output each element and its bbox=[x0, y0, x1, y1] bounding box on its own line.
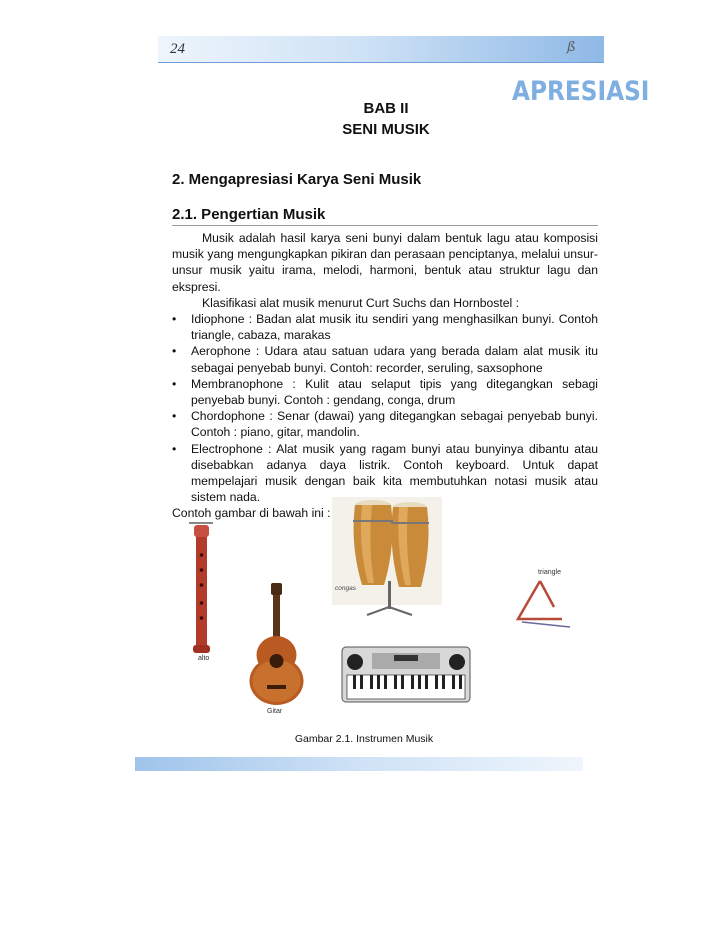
congas-icon bbox=[332, 497, 442, 615]
figure-caption: Gambar 2.1. Instrumen Musik bbox=[294, 733, 434, 745]
header-band bbox=[158, 36, 604, 62]
list-item bbox=[172, 376, 598, 408]
list-item bbox=[172, 311, 598, 343]
page-number: 24 bbox=[170, 41, 185, 57]
instrument-figure bbox=[172, 495, 612, 725]
congas-label: congas bbox=[335, 585, 356, 592]
guitar-icon bbox=[250, 583, 304, 705]
guitar-label: Gitar bbox=[267, 708, 283, 715]
bullet-icon: • bbox=[172, 409, 177, 424]
paragraph-classification: Klasifikasi alat musik menurut Curt Suchs dan Hornbostel : bbox=[202, 295, 520, 310]
paragraph-definition: Musik adalah hasil karya seni bunyi dalam bentuk lagu atau komposisi musik yang mengungkapkan pikiran dan perasaan penciptanya, melalui unsur-unsur musik yaitu irama, melodi, harmoni, bentuk atau struktur lagu dan ekspresi. bbox=[172, 231, 598, 294]
list-item bbox=[172, 408, 598, 440]
triangle-label: triangle bbox=[538, 569, 561, 576]
list-item-text: Chordophone : Senar (dawai) yang ditegangkan sebagai penyebab bunyi. Contoh : piano, gitar, mandolin. bbox=[191, 409, 598, 440]
bullet-icon: • bbox=[172, 441, 177, 456]
list-item bbox=[172, 343, 598, 375]
list-item-text: Membranophone : Kulit atau selaput tipis yang ditegangkan sebagi penyebab bunyi. Contoh : gendang, conga, drum bbox=[191, 376, 598, 408]
chapter-number: BAB II bbox=[363, 100, 409, 117]
body-text bbox=[172, 230, 598, 522]
recorder-label: alto bbox=[198, 655, 210, 662]
list-item-text: Electrophone : Alat musik yang ragam bunyi atau bunyinya dibantu atau disebabkan adanya daya listrik. Contoh keyboard. Untuk dapat mempelajari musik dengan baik kita membutuhkan notasi musik atau sistem nada. bbox=[191, 441, 598, 505]
subsection-rule bbox=[172, 225, 598, 226]
figure-intro: Contoh gambar di bawah ini : bbox=[172, 506, 331, 521]
section-heading: 2. Mengapresiasi Karya Seni Musik bbox=[172, 171, 422, 188]
list-item-text: Aerophone : Udara atau satuan udara yang berada dalam alat musik itu sebagai penyebab bunyi. Contoh: recorder, seruling, saxsophone bbox=[191, 344, 598, 375]
list-item-text: Idiophone : Badan alat musik itu sendiri yang menghasilkan bunyi. Contoh triangle, cabaza, marakas bbox=[191, 312, 598, 343]
bullet-icon: • bbox=[172, 344, 177, 359]
bullet-icon: • bbox=[172, 376, 177, 391]
bullet-icon: • bbox=[172, 312, 177, 327]
chapter-title: SENI MUSIK bbox=[342, 121, 430, 138]
subsection-heading: 2.1. Pengertian Musik bbox=[172, 206, 326, 223]
header-rule bbox=[158, 62, 604, 63]
footer-band bbox=[135, 757, 583, 771]
recorder-icon bbox=[189, 522, 213, 653]
section-banner: APRESIASI bbox=[512, 76, 650, 107]
keyboard-icon bbox=[342, 647, 470, 702]
header-glyph: ß bbox=[567, 40, 576, 55]
classification-list bbox=[172, 311, 598, 505]
